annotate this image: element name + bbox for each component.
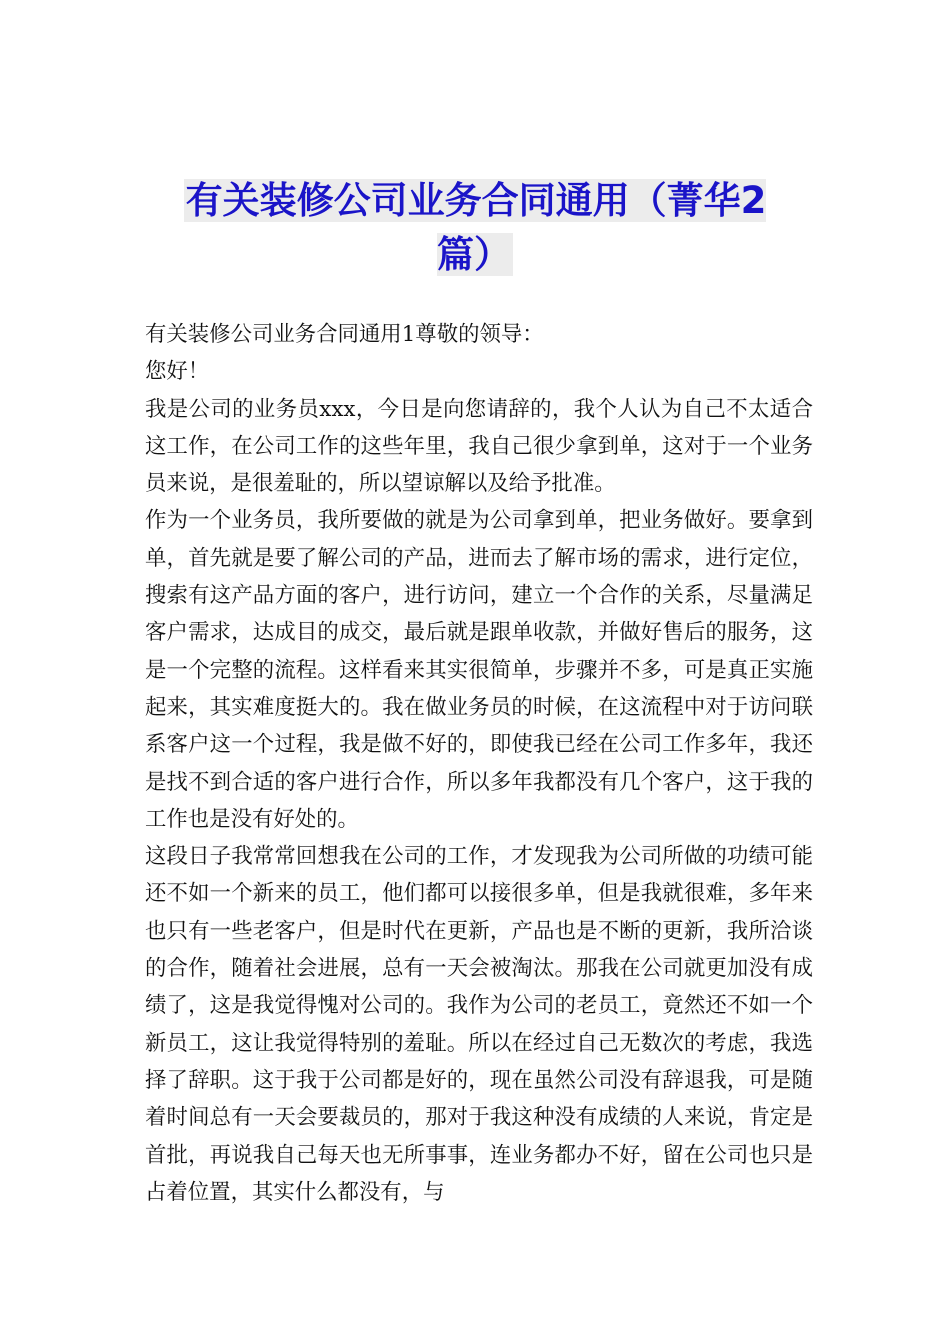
paragraph: 这段日子我常常回想我在公司的工作，才发现我为公司所做的功绩可能还不如一个新来的员工，他们都可以接很多单，但是我就很难，多年来也只有一些老客户，但是时代在更新，产品也是不断的更新，我所洽谈的合作，随着社会进展，总有一天会被淘汰。那我在公司就更加没有成绩了，这是我觉得愧对公司的。我作为公司的老员工，竟然还不如一个新员工，这让我觉得特别的羞耻。所以在经过自己无数次的考虑，我选择了辞职。这于我于公司都是好的，现在虽然公司没有辞退我，可是随着时间总有一天会要裁员的，那对于我这种没有成绩的人来说，肯定是首批，再说我自己每天也无所事事，连业务都办不好，留在公司也只是占着位置，其实什么都没有，与 (145, 844, 813, 1205)
document-title (160, 174, 790, 282)
title-text: 有关装修公司业务合同通用（菁华2篇） (185, 179, 767, 276)
paragraph: 有关装修公司业务合同通用1尊敬的领导： (145, 322, 544, 347)
document-body (145, 316, 813, 1211)
paragraph: 作为一个业务员，我所要做的就是为公司拿到单，把业务做好。要拿到单，首先就是要了解公司的产品，进而去了解市场的需求，进行定位，搜索有这产品方面的客户，进行访问，建立一个合作的关系，尽量满足客户需求，达成目的成交，最后就是跟单收款，并做好售后的服务，这是一个完整的流程。这样看来其实很简单，步骤并不多，可是真正实施起来，其实难度挺大的。我在做业务员的时候，在这流程中对于访问联系客户这一个过程，我是做不好的，即使我已经在公司工作多年，我还是找不到合适的客户进行合作，所以多年我都没有几个客户，这于我的工作也是没有好处的。 (145, 508, 813, 832)
paragraph: 我是公司的业务员xxx，今日是向您请辞的，我个人认为自己不太适合这工作，在公司工作的这些年里，我自己很少拿到单，这对于一个业务员来说，是很羞耻的，所以望谅解以及给予批准。 (145, 396, 813, 497)
paragraph: 您好！ (145, 359, 210, 385)
